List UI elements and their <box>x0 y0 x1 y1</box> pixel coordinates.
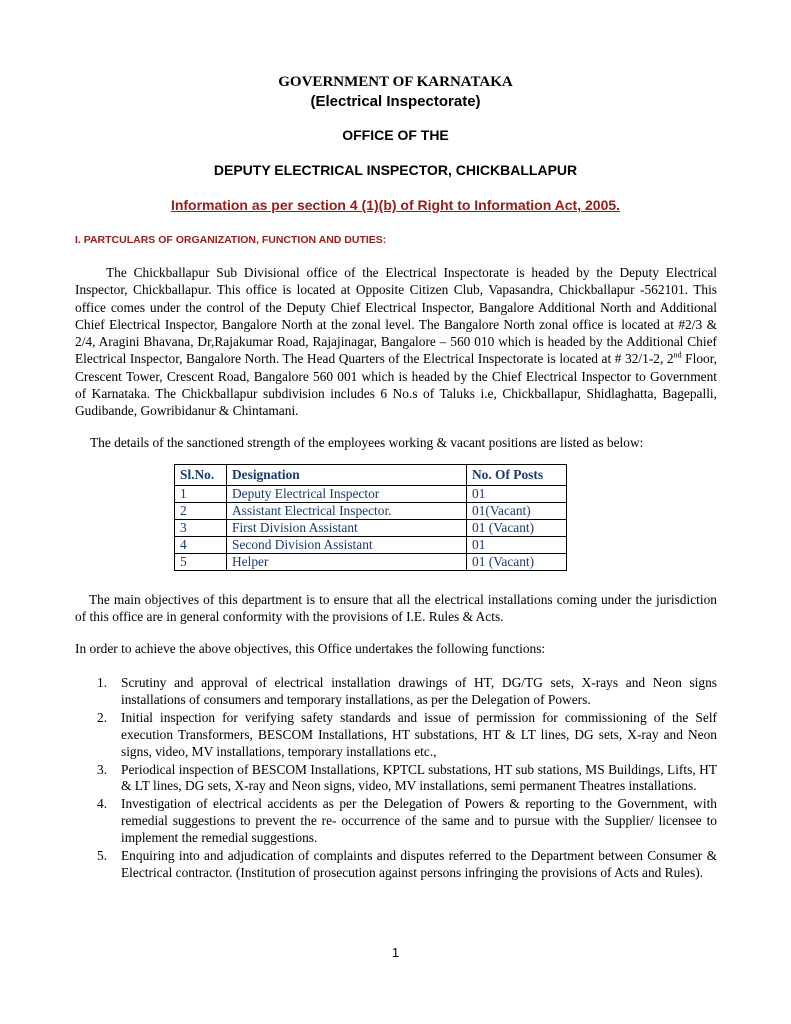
cell-slno: 5 <box>175 554 227 571</box>
list-item <box>75 796 717 847</box>
list-item-text: Enquiring into and adjudication of complaints and disputes referred to the Department between Consumer & Electrical contractor. (Institution of prosecution against persons infringing the provisions of Acts and Rules). <box>121 848 717 880</box>
list-item-number: 3. <box>97 761 108 777</box>
header-posts: No. Of Posts <box>467 465 567 486</box>
list-item-number: 4. <box>97 796 108 812</box>
header-slno: Sl.No. <box>175 465 227 486</box>
table-row <box>175 486 567 503</box>
cell-slno: 2 <box>175 503 227 520</box>
list-item-text: Initial inspection for verifying safety standards and issue of permission for commissioning of the Self execution Transformers, BESCOM Installations, HT substations, HT & LT lines, DG sets, X-ray and Neon signs, video, MV installations, temporary installations etc., <box>121 709 717 759</box>
intro-part1: The Chickballapur Sub Divisional office of the Electrical Inspectorate is headed by the Deputy Electrical Inspector, Chickballapur. This office is located at Opposite Citizen Club, Vapasandra, Chickballapur -562101. This office comes under the control of the Deputy Chief Electrical Inspector, Bangalore Additional North and Additional Chief Electrical Inspector, Bangalore North at the zonal level. The Bangalore North zonal office is located at #2/3 & 2/4, Aragini Bhavana, Dr,Rajakumar Road, Rajajinagar, Bangalore – 560 010 which is headed by the Additional Chief Electrical Inspector, Bangalore North. The Head Quarters of the Electrical Inspectorate is located at # 32/1-2, 2 <box>75 265 717 367</box>
list-item <box>75 710 717 761</box>
department-subtitle: (Electrical Inspectorate) <box>310 93 481 110</box>
list-item-text: Investigation of electrical accidents as per the Delegation of Powers & reporting to the Government, with remedial suggestions to prevent the re- occurrence of the same and to pursue with the Supplier/ licensee to implement the remedial suggestions. <box>121 796 717 846</box>
cell-slno: 1 <box>175 486 227 503</box>
intro-superscript: nd <box>673 351 682 361</box>
government-title: GOVERNMENT OF KARNATAKA <box>278 74 513 90</box>
list-item-text: Scrutiny and approval of electrical installation drawings of HT, DG/TG sets, X-rays and Neon signs installations of consumers and temporary installations, as per the Delegation of Powers. <box>121 675 717 707</box>
table-row <box>175 520 567 537</box>
list-item-number: 2. <box>97 709 108 725</box>
list-item <box>75 762 717 796</box>
functions-list <box>75 675 717 883</box>
cell-designation: Second Division Assistant <box>227 537 467 554</box>
page-number: 1 <box>391 945 400 960</box>
cell-posts: 01 (Vacant) <box>467 520 567 537</box>
list-item-number: 1. <box>97 675 108 690</box>
header-designation: Designation <box>227 465 467 486</box>
cell-designation: Deputy Electrical Inspector <box>227 486 467 503</box>
list-item-text: Periodical inspection of BESCOM Installations, KPTCL substations, HT sub stations, MS Buildings, Lifts, HT & LT lines, DG sets, X-ray and Neon signs, video, MV installations, semi permanent Theatres installations. <box>121 761 717 794</box>
list-item <box>75 675 717 709</box>
intro-part2: Floor, Crescent Tower, Crescent Road, Bangalore 560 001 which is headed by the Chief Electrical Inspector to Government of Karnataka. The Chickballapur subdivision includes 6 No.s of Taluks i.e, Chickballapur, Shidlaghatta, Bagepalli, Gudibande, Gowribidanur & Chintamani. <box>75 351 717 419</box>
functions-intro: In order to achieve the above objectives, this Office undertakes the following functions: <box>75 641 546 656</box>
cell-designation: Helper <box>227 554 467 571</box>
table-row <box>175 503 567 520</box>
section-heading: I. PARTCULARS OF ORGANIZATION, FUNCTION AND DUTIES: <box>75 234 387 246</box>
intro-paragraph <box>75 264 717 420</box>
cell-posts: 01 <box>467 537 567 554</box>
cell-posts: 01 <box>467 486 567 503</box>
office-name-heading: DEPUTY ELECTRICAL INSPECTOR, CHICKBALLAPUR <box>213 162 578 178</box>
cell-posts: 01(Vacant) <box>467 503 567 520</box>
cell-designation: First Division Assistant <box>227 520 467 537</box>
cell-slno: 4 <box>175 537 227 554</box>
table-row <box>175 537 567 554</box>
table-row <box>175 554 567 571</box>
sanctioned-intro: The details of the sanctioned strength of the employees working & vacant positions are listed as below: <box>90 435 644 450</box>
cell-slno: 3 <box>175 520 227 537</box>
list-item-number: 5. <box>97 848 108 864</box>
list-item <box>75 848 717 882</box>
posts-table <box>174 464 567 571</box>
objectives-paragraph: The main objectives of this department is to ensure that all the electrical installations coming under the jurisdiction of this office are in general conformity with the provisions of I.E. Rules & Acts. <box>75 592 717 625</box>
cell-posts: 01 (Vacant) <box>467 554 567 571</box>
cell-designation: Assistant Electrical Inspector. <box>227 503 467 520</box>
office-of-heading: OFFICE OF THE <box>342 127 449 143</box>
table-header-row <box>175 465 567 486</box>
rti-title: Information as per section 4 (1)(b) of Right to Information Act, 2005. <box>170 197 621 213</box>
